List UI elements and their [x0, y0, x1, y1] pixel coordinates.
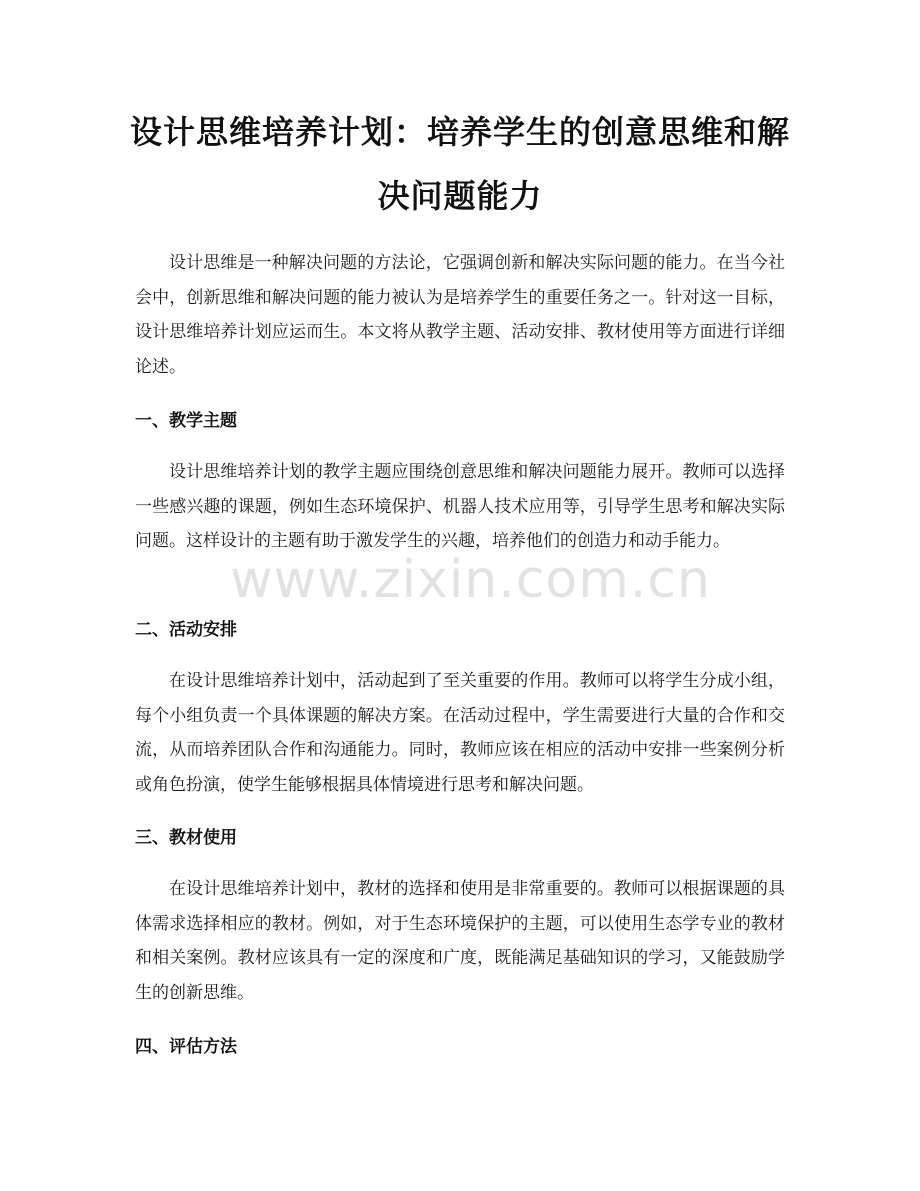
- section-heading-activity-arrangement: 二、活动安排: [135, 620, 237, 640]
- section-heading-textbook-use: 三、教材使用: [135, 828, 237, 848]
- section-heading-teaching-theme: 一、教学主题: [135, 411, 237, 431]
- intro-paragraph: 设计思维是一种解决问题的方法论，它强调创新和解决实际问题的能力。在当今社会中，创新思维和解决问题的能力被认为是培养学生的重要任务之一。针对这一目标，设计思维培养计划应运而生。本文将从教学主题、活动安排、教材使用等方面进行详细论述。: [135, 253, 785, 377]
- watermark: www.zixin.com.cn: [230, 550, 711, 610]
- section-body-activity-arrangement: 在设计思维培养计划中，活动起到了至关重要的作用。教师可以将学生分成小组，每个小组负责一个具体课题的解决方案。在活动过程中，学生需要进行大量的合作和交流，从而培养团队合作和沟通能力。同时，教师应该在相应的活动中安排一些案例分析或角色扮演，使学生能够根据具体情境进行思考和解决问题。: [135, 671, 785, 795]
- section-body-teaching-theme: 设计思维培养计划的教学主题应围绕创意思维和解决问题能力展开。教师可以选择一些感兴趣的课题，例如生态环境保护、机器人技术应用等，引导学生思考和解决实际问题。这样设计的主题有助于激发学生的兴趣，培养他们的创造力和动手能力。: [135, 462, 785, 551]
- section-body-textbook-use: 在设计思维培养计划中，教材的选择和使用是非常重要的。教师可以根据课题的具体需求选择相应的教材。例如，对于生态环境保护的主题，可以使用生态学专业的教材和相关案例。教材应该具有一定的深度和广度，既能满足基础知识的学习，又能鼓励学生的创新思维。: [135, 879, 785, 1003]
- document-title: 设计思维培养计划：培养学生的创意思维和解决问题能力: [129, 113, 790, 215]
- section-heading-evaluation-method: 四、评估方法: [135, 1037, 237, 1057]
